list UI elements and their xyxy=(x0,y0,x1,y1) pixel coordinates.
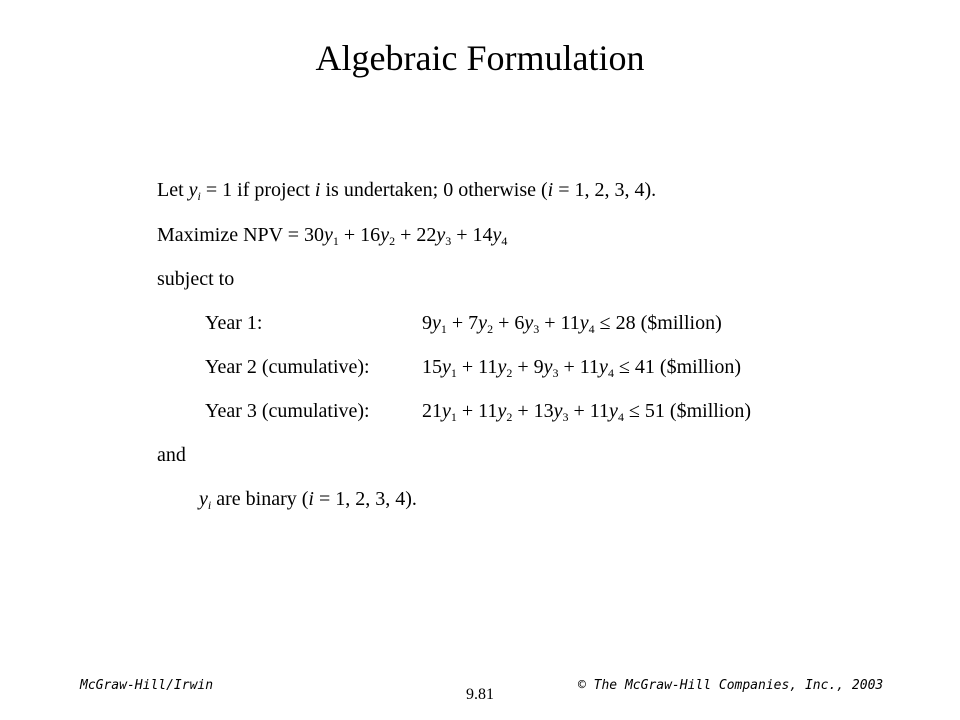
constraint-formula: $15y_1 + 11y_2 + 9y_3 + 11y_4 \le 41$ ($million) xyxy=(422,356,742,380)
and-line: and xyxy=(157,444,186,466)
binary-line: $y_i$ are binary (i = 1, 2, 3, 4). xyxy=(199,488,417,512)
subject-to-line: subject to xyxy=(157,268,235,290)
page-number: 9.81 xyxy=(466,686,494,703)
definition-line: Let $y_i = 1$ if project i is undertaken; 0 otherwise (i = 1, 2, 3, 4). xyxy=(157,179,657,203)
slide-title: Algebraic Formulation xyxy=(315,38,645,78)
objective-line: Maximize NPV = $30y_1 + 16y_2 + 22y_3 + 14y_4$ xyxy=(157,224,508,248)
constraint-formula: $21y_1 + 11y_2 + 13y_3 + 11y_4 \le 51$ ($million) xyxy=(422,400,752,424)
constraint-label: Year 1: xyxy=(205,312,263,334)
footer-publisher: McGraw-Hill/Irwin xyxy=(80,678,214,693)
constraint-label: Year 3 (cumulative): xyxy=(205,400,370,422)
constraint-formula: $9y_1 + 7y_2 + 6y_3 + 11y_4 \le 28$ ($million) xyxy=(422,312,722,336)
constraint-label: Year 2 (cumulative): xyxy=(205,356,370,378)
footer-copyright: © The McGraw-Hill Companies, Inc., 2003 xyxy=(578,678,884,693)
